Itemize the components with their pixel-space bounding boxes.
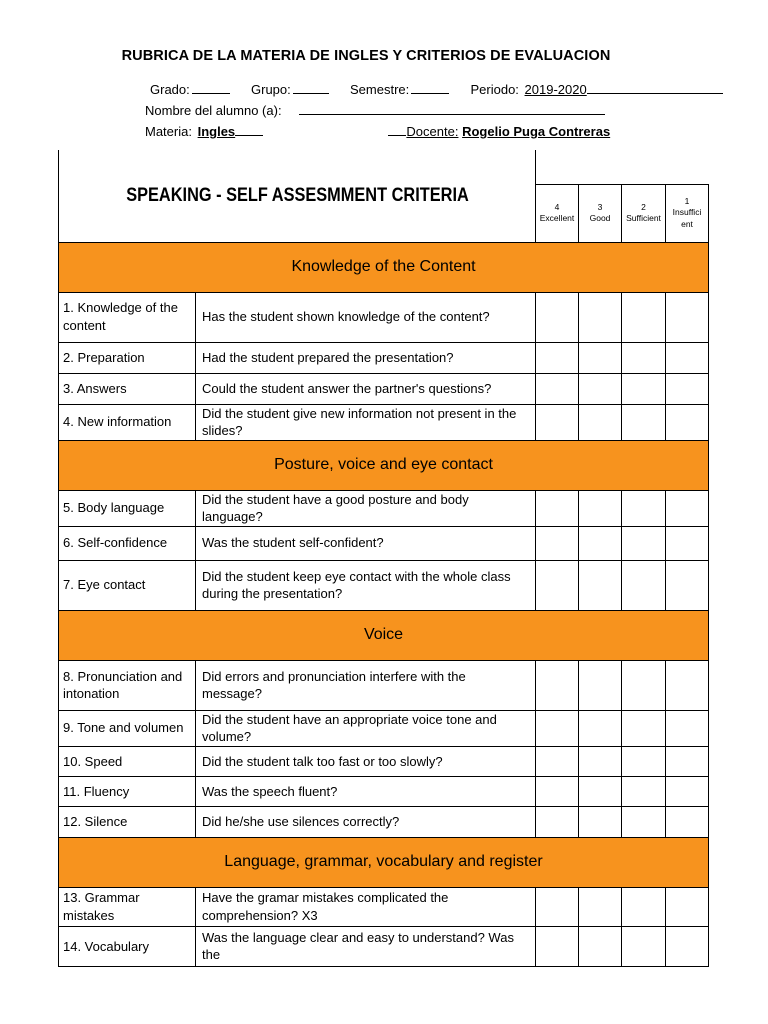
criterion-name: 2. Preparation: [59, 342, 196, 373]
score-2-cell[interactable]: [622, 490, 666, 526]
score-2-cell[interactable]: [622, 746, 666, 776]
score-3-cell[interactable]: [579, 776, 622, 806]
criterion-question: Did the student talk too fast or too slowly?: [196, 746, 536, 776]
document-title: RUBRICA DE LA MATERIA DE INGLES Y CRITERIOS DE EVALUACION: [121, 48, 611, 64]
score-2-cell[interactable]: [622, 292, 666, 342]
rubric-body: [59, 150, 709, 966]
section-title: Knowledge of the Content: [59, 242, 709, 292]
score-3-cell[interactable]: [579, 806, 622, 837]
criterion-question: Did the student keep eye contact with the whole class during the presentation?: [196, 560, 536, 610]
criterion-question: Did the student have an appropriate voice tone and volume?: [196, 710, 536, 746]
criterion-name: 13. Grammar mistakes: [59, 887, 196, 926]
rating-excellent-num: 4: [554, 201, 560, 212]
criterion-name: 11. Fluency: [59, 776, 196, 806]
nombre-field[interactable]: [299, 103, 605, 115]
score-4-cell[interactable]: [536, 373, 579, 404]
grupo-field[interactable]: [293, 82, 329, 94]
criterion-row: [59, 373, 709, 404]
score-1-cell[interactable]: [666, 660, 709, 710]
score-2-cell[interactable]: [622, 710, 666, 746]
score-2-cell[interactable]: [622, 560, 666, 610]
score-1-cell[interactable]: [666, 710, 709, 746]
materia-field[interactable]: [235, 124, 263, 136]
rating-excellent-label: Excellent: [539, 213, 575, 223]
criterion-question: Has the student shown knowledge of the content?: [196, 292, 536, 342]
score-3-cell[interactable]: [579, 373, 622, 404]
score-4-cell[interactable]: [536, 404, 579, 440]
criterion-row: [59, 526, 709, 560]
score-3-cell[interactable]: [579, 342, 622, 373]
criterion-row: [59, 404, 709, 440]
grupo-label: Grupo:: [251, 82, 291, 97]
nombre-label: Nombre del alumno (a):: [145, 103, 282, 118]
rating-good-label: Good: [589, 213, 611, 223]
score-1-cell[interactable]: [666, 490, 709, 526]
periodo-value: 2019-2020: [524, 82, 587, 97]
score-1-cell[interactable]: [666, 373, 709, 404]
score-2-cell[interactable]: [622, 926, 666, 966]
rubric-table: [58, 150, 709, 967]
score-2-cell[interactable]: [622, 776, 666, 806]
score-4-cell[interactable]: [536, 887, 579, 926]
grado-label: Grado:: [150, 82, 190, 97]
criterion-name: 10. Speed: [59, 746, 196, 776]
docente-label: Docente:: [406, 124, 459, 139]
score-2-cell[interactable]: [622, 342, 666, 373]
score-4-cell[interactable]: [536, 746, 579, 776]
rating-insufficient-num: 1: [684, 195, 690, 206]
criterion-name: 1. Knowledge of the content: [59, 292, 196, 342]
section-title: Voice: [59, 610, 709, 660]
section-title: Posture, voice and eye contact: [59, 440, 709, 490]
criterion-name: 6. Self-confidence: [59, 526, 196, 560]
score-3-cell[interactable]: [579, 926, 622, 966]
semestre-label: Semestre:: [350, 82, 410, 97]
score-1-cell[interactable]: [666, 926, 709, 966]
criterion-name: 12. Silence: [59, 806, 196, 837]
score-3-cell[interactable]: [579, 526, 622, 560]
score-2-cell[interactable]: [622, 404, 666, 440]
criterion-row: [59, 710, 709, 746]
rating-header-spacer: [536, 150, 709, 184]
rating-excellent: [536, 184, 579, 242]
score-1-cell[interactable]: [666, 776, 709, 806]
score-1-cell[interactable]: [666, 806, 709, 837]
score-3-cell[interactable]: [579, 887, 622, 926]
criterion-question: Had the student prepared the presentation?: [196, 342, 536, 373]
criterion-name: 5. Body language: [59, 490, 196, 526]
section-header: [59, 610, 709, 660]
score-3-cell[interactable]: [579, 660, 622, 710]
score-2-cell[interactable]: [622, 660, 666, 710]
criterion-name: 8. Pronunciation and intonation: [59, 660, 196, 710]
rubric-title: SPEAKING - SELF ASSESMMENT CRITERIA: [92, 150, 502, 242]
form-row-3: [145, 124, 610, 139]
periodo-label: Periodo:: [470, 82, 519, 97]
criterion-row: [59, 746, 709, 776]
score-4-cell[interactable]: [536, 342, 579, 373]
score-4-cell[interactable]: [536, 490, 579, 526]
form-row-1: [150, 82, 723, 97]
rating-good: [579, 184, 622, 242]
score-1-cell[interactable]: [666, 342, 709, 373]
score-3-cell[interactable]: [579, 746, 622, 776]
score-3-cell[interactable]: [579, 710, 622, 746]
criterion-question: Did errors and pronunciation interfere with the message?: [196, 660, 536, 710]
score-1-cell[interactable]: [666, 526, 709, 560]
section-title: Language, grammar, vocabulary and register: [59, 837, 709, 887]
criterion-row: [59, 342, 709, 373]
score-1-cell[interactable]: [666, 292, 709, 342]
score-4-cell[interactable]: [536, 526, 579, 560]
score-3-cell[interactable]: [579, 490, 622, 526]
score-2-cell[interactable]: [622, 373, 666, 404]
score-2-cell[interactable]: [622, 887, 666, 926]
score-1-cell[interactable]: [666, 746, 709, 776]
criterion-row: [59, 926, 709, 966]
score-3-cell[interactable]: [579, 292, 622, 342]
form-row-2: [145, 103, 605, 118]
score-4-cell[interactable]: [536, 560, 579, 610]
criterion-row: [59, 292, 709, 342]
score-1-cell[interactable]: [666, 404, 709, 440]
score-4-cell[interactable]: [536, 776, 579, 806]
score-4-cell[interactable]: [536, 292, 579, 342]
rating-insufficient-label: Insuffici ent: [672, 207, 702, 229]
rating-sufficient-num: 2: [641, 201, 646, 212]
score-2-cell[interactable]: [622, 526, 666, 560]
criterion-question: Was the language clear and easy to understand? Was the: [196, 926, 536, 966]
score-1-cell[interactable]: [666, 560, 709, 610]
criterion-name: 4. New information: [59, 404, 196, 440]
criterion-name: 3. Answers: [59, 373, 196, 404]
criterion-row: [59, 776, 709, 806]
criterion-question: Was the student self-confident?: [196, 526, 536, 560]
criterion-name: 9. Tone and volumen: [59, 710, 196, 746]
criterion-name: 14. Vocabulary: [59, 926, 196, 966]
rating-sufficient: [622, 184, 666, 242]
section-header: [59, 837, 709, 887]
criterion-row: [59, 806, 709, 837]
score-3-cell[interactable]: [579, 560, 622, 610]
criterion-row: [59, 560, 709, 610]
score-2-cell[interactable]: [622, 806, 666, 837]
section-header: [59, 440, 709, 490]
criterion-question: Did the student give new information not present in the slides?: [196, 404, 536, 440]
criterion-question: Have the gramar mistakes complicated the comprehension? X3: [196, 887, 536, 926]
docente-value: Rogelio Puga Contreras: [462, 124, 611, 139]
criterion-question: Was the speech fluent?: [196, 776, 536, 806]
materia-label: Materia:: [145, 124, 192, 139]
criterion-question: Did the student have a good posture and body language?: [196, 490, 536, 526]
materia-value: Ingles: [197, 124, 236, 139]
rating-good-num: 3: [597, 201, 603, 212]
section-header: [59, 242, 709, 292]
grado-field[interactable]: [192, 82, 230, 94]
score-4-cell[interactable]: [536, 710, 579, 746]
periodo-field[interactable]: [587, 82, 723, 94]
rubric-table-wrapper: [58, 150, 708, 963]
criterion-row: [59, 887, 709, 926]
criterion-row: [59, 660, 709, 710]
score-4-cell[interactable]: [536, 926, 579, 966]
score-3-cell[interactable]: [579, 404, 622, 440]
score-4-cell[interactable]: [536, 660, 579, 710]
criterion-question: Did he/she use silences correctly?: [196, 806, 536, 837]
score-1-cell[interactable]: [666, 887, 709, 926]
score-4-cell[interactable]: [536, 806, 579, 837]
rating-insufficient: [666, 184, 709, 242]
rating-sufficient-label: Sufficient: [626, 213, 661, 223]
criterion-name: 7. Eye contact: [59, 560, 196, 610]
docente-prefix-line: [388, 124, 406, 136]
criterion-row: [59, 490, 709, 526]
criterion-question: Could the student answer the partner's questions?: [196, 373, 536, 404]
semestre-field[interactable]: [411, 82, 449, 94]
